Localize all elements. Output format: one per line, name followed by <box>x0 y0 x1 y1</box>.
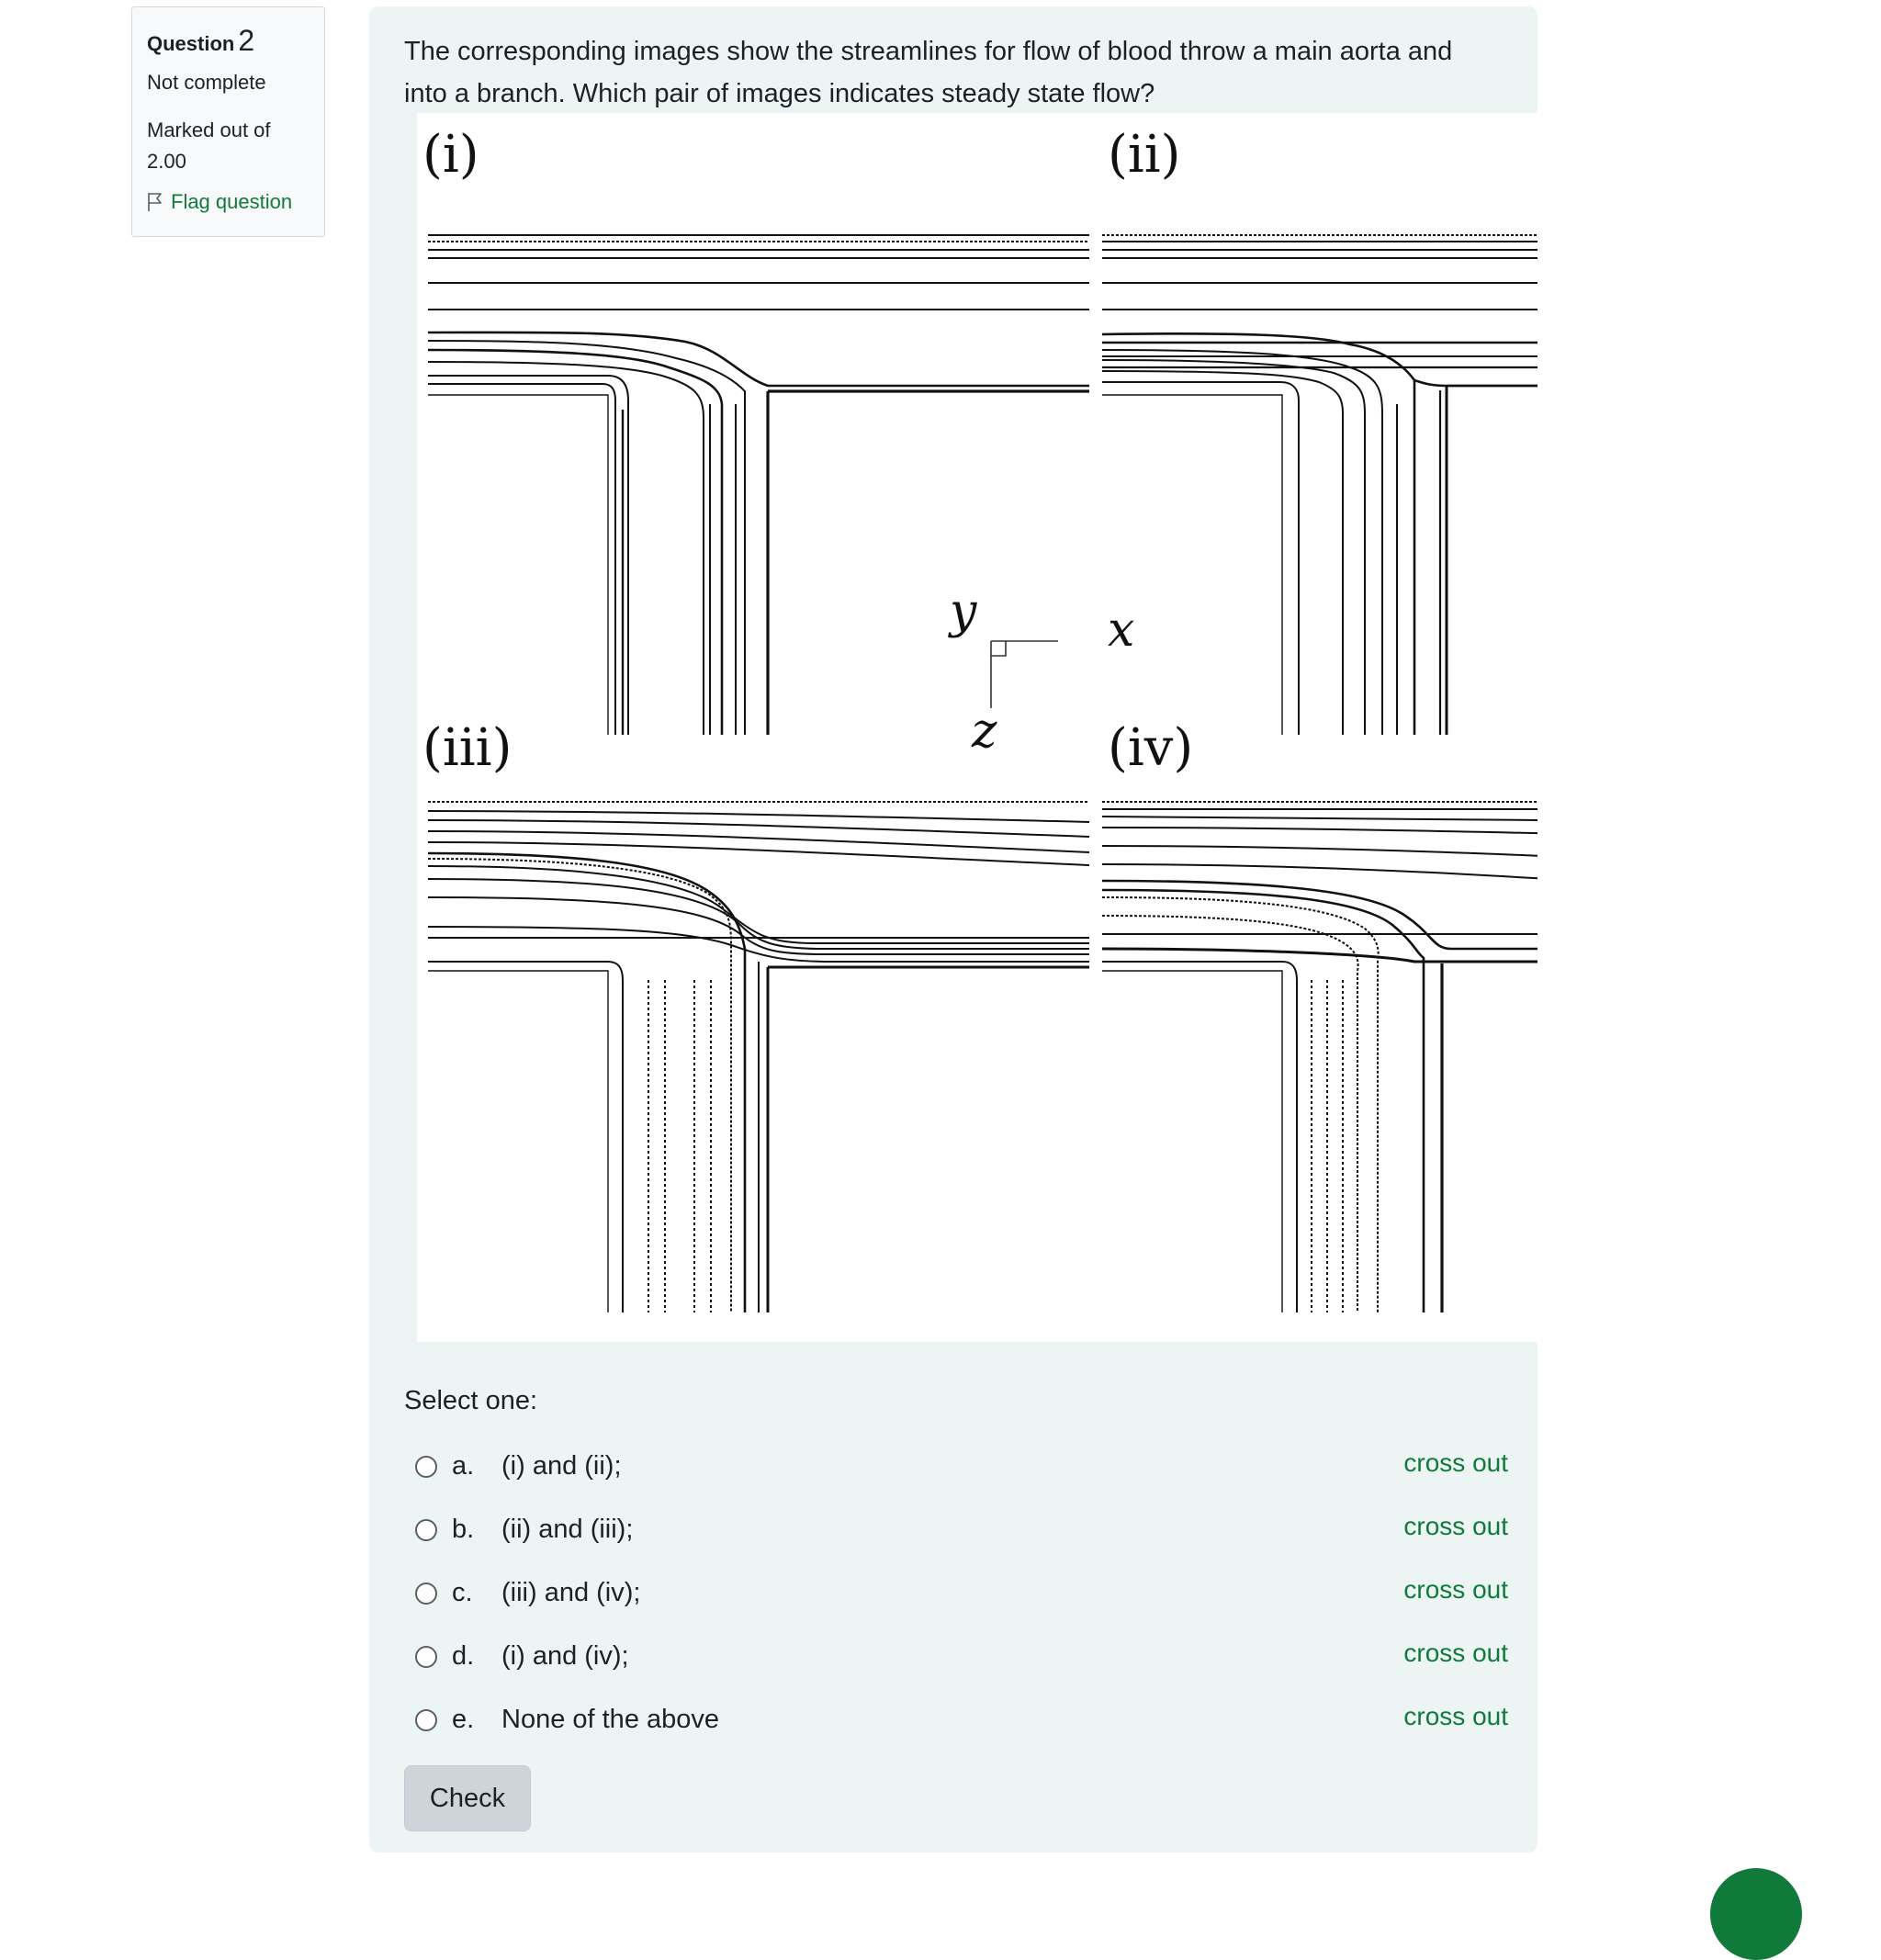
cross-out-e[interactable]: cross out <box>1403 1701 1508 1730</box>
flag-question-label: Flag question <box>171 190 293 213</box>
axis-label-z: z <box>972 704 997 759</box>
axis-indicator <box>991 641 1058 708</box>
answer-letter: b. <box>452 1515 475 1544</box>
answer-option-b[interactable] <box>415 1498 1508 1561</box>
panel-ii <box>1102 235 1537 735</box>
answer-option-e[interactable] <box>415 1688 1508 1752</box>
question-label: Question <box>147 32 235 55</box>
radio-b[interactable] <box>415 1519 437 1541</box>
question-number <box>147 24 310 58</box>
answer-letter: e. <box>452 1705 475 1734</box>
select-one-prompt: Select one: <box>404 1386 538 1415</box>
panel-label-iv: (iv) <box>1108 718 1194 778</box>
axis-label-x: x <box>1108 603 1135 658</box>
answer-option-a[interactable] <box>415 1435 1508 1498</box>
panel-i <box>428 235 1089 735</box>
answer-text: None of the above <box>501 1705 720 1734</box>
streamline-figure <box>417 113 1537 1342</box>
flag-question-link[interactable] <box>147 190 310 214</box>
flag-icon <box>147 192 163 212</box>
cross-out-c[interactable]: cross out <box>1403 1574 1508 1604</box>
question-state: Not complete <box>147 71 266 94</box>
panel-label-ii: (ii) <box>1108 125 1181 185</box>
answer-option-c[interactable] <box>415 1561 1508 1625</box>
streamline-diagram <box>417 113 1537 1342</box>
cross-out-a[interactable]: cross out <box>1403 1447 1508 1477</box>
answer-text: (ii) and (iii); <box>501 1515 634 1544</box>
radio-a[interactable] <box>415 1456 437 1478</box>
question-text: The corresponding images show the streamlines for flow of blood throw a main aorta and into a branch. Which pair of images indicates steady state flow? <box>404 37 1453 108</box>
question-number-value: 2 <box>238 24 255 57</box>
panel-label-iii: (iii) <box>422 718 512 778</box>
answer-letter: a. <box>452 1451 475 1481</box>
answer-text: (iii) and (iv); <box>501 1578 641 1607</box>
panel-label-i: (i) <box>422 125 479 185</box>
cross-out-b[interactable]: cross out <box>1403 1511 1508 1540</box>
check-button[interactable]: Check <box>404 1765 531 1831</box>
radio-e[interactable] <box>415 1709 437 1731</box>
radio-d[interactable] <box>415 1646 437 1668</box>
question-info-panel <box>131 6 325 237</box>
answer-letter: d. <box>452 1641 475 1671</box>
answer-list <box>415 1435 1508 1752</box>
floating-action-button[interactable] <box>1710 1868 1802 1960</box>
answer-option-d[interactable] <box>415 1625 1508 1688</box>
question-grade: Marked out of 2.00 <box>147 118 271 173</box>
question-content <box>369 6 1537 1853</box>
panel-iii <box>428 802 1089 1312</box>
axis-label-y: y <box>950 584 977 639</box>
answer-text: (i) and (ii); <box>501 1451 622 1481</box>
answer-letter: c. <box>452 1578 473 1607</box>
answer-text: (i) and (iv); <box>501 1641 629 1671</box>
cross-out-d[interactable]: cross out <box>1403 1638 1508 1667</box>
panel-iv <box>1102 802 1537 1312</box>
radio-c[interactable] <box>415 1583 437 1605</box>
